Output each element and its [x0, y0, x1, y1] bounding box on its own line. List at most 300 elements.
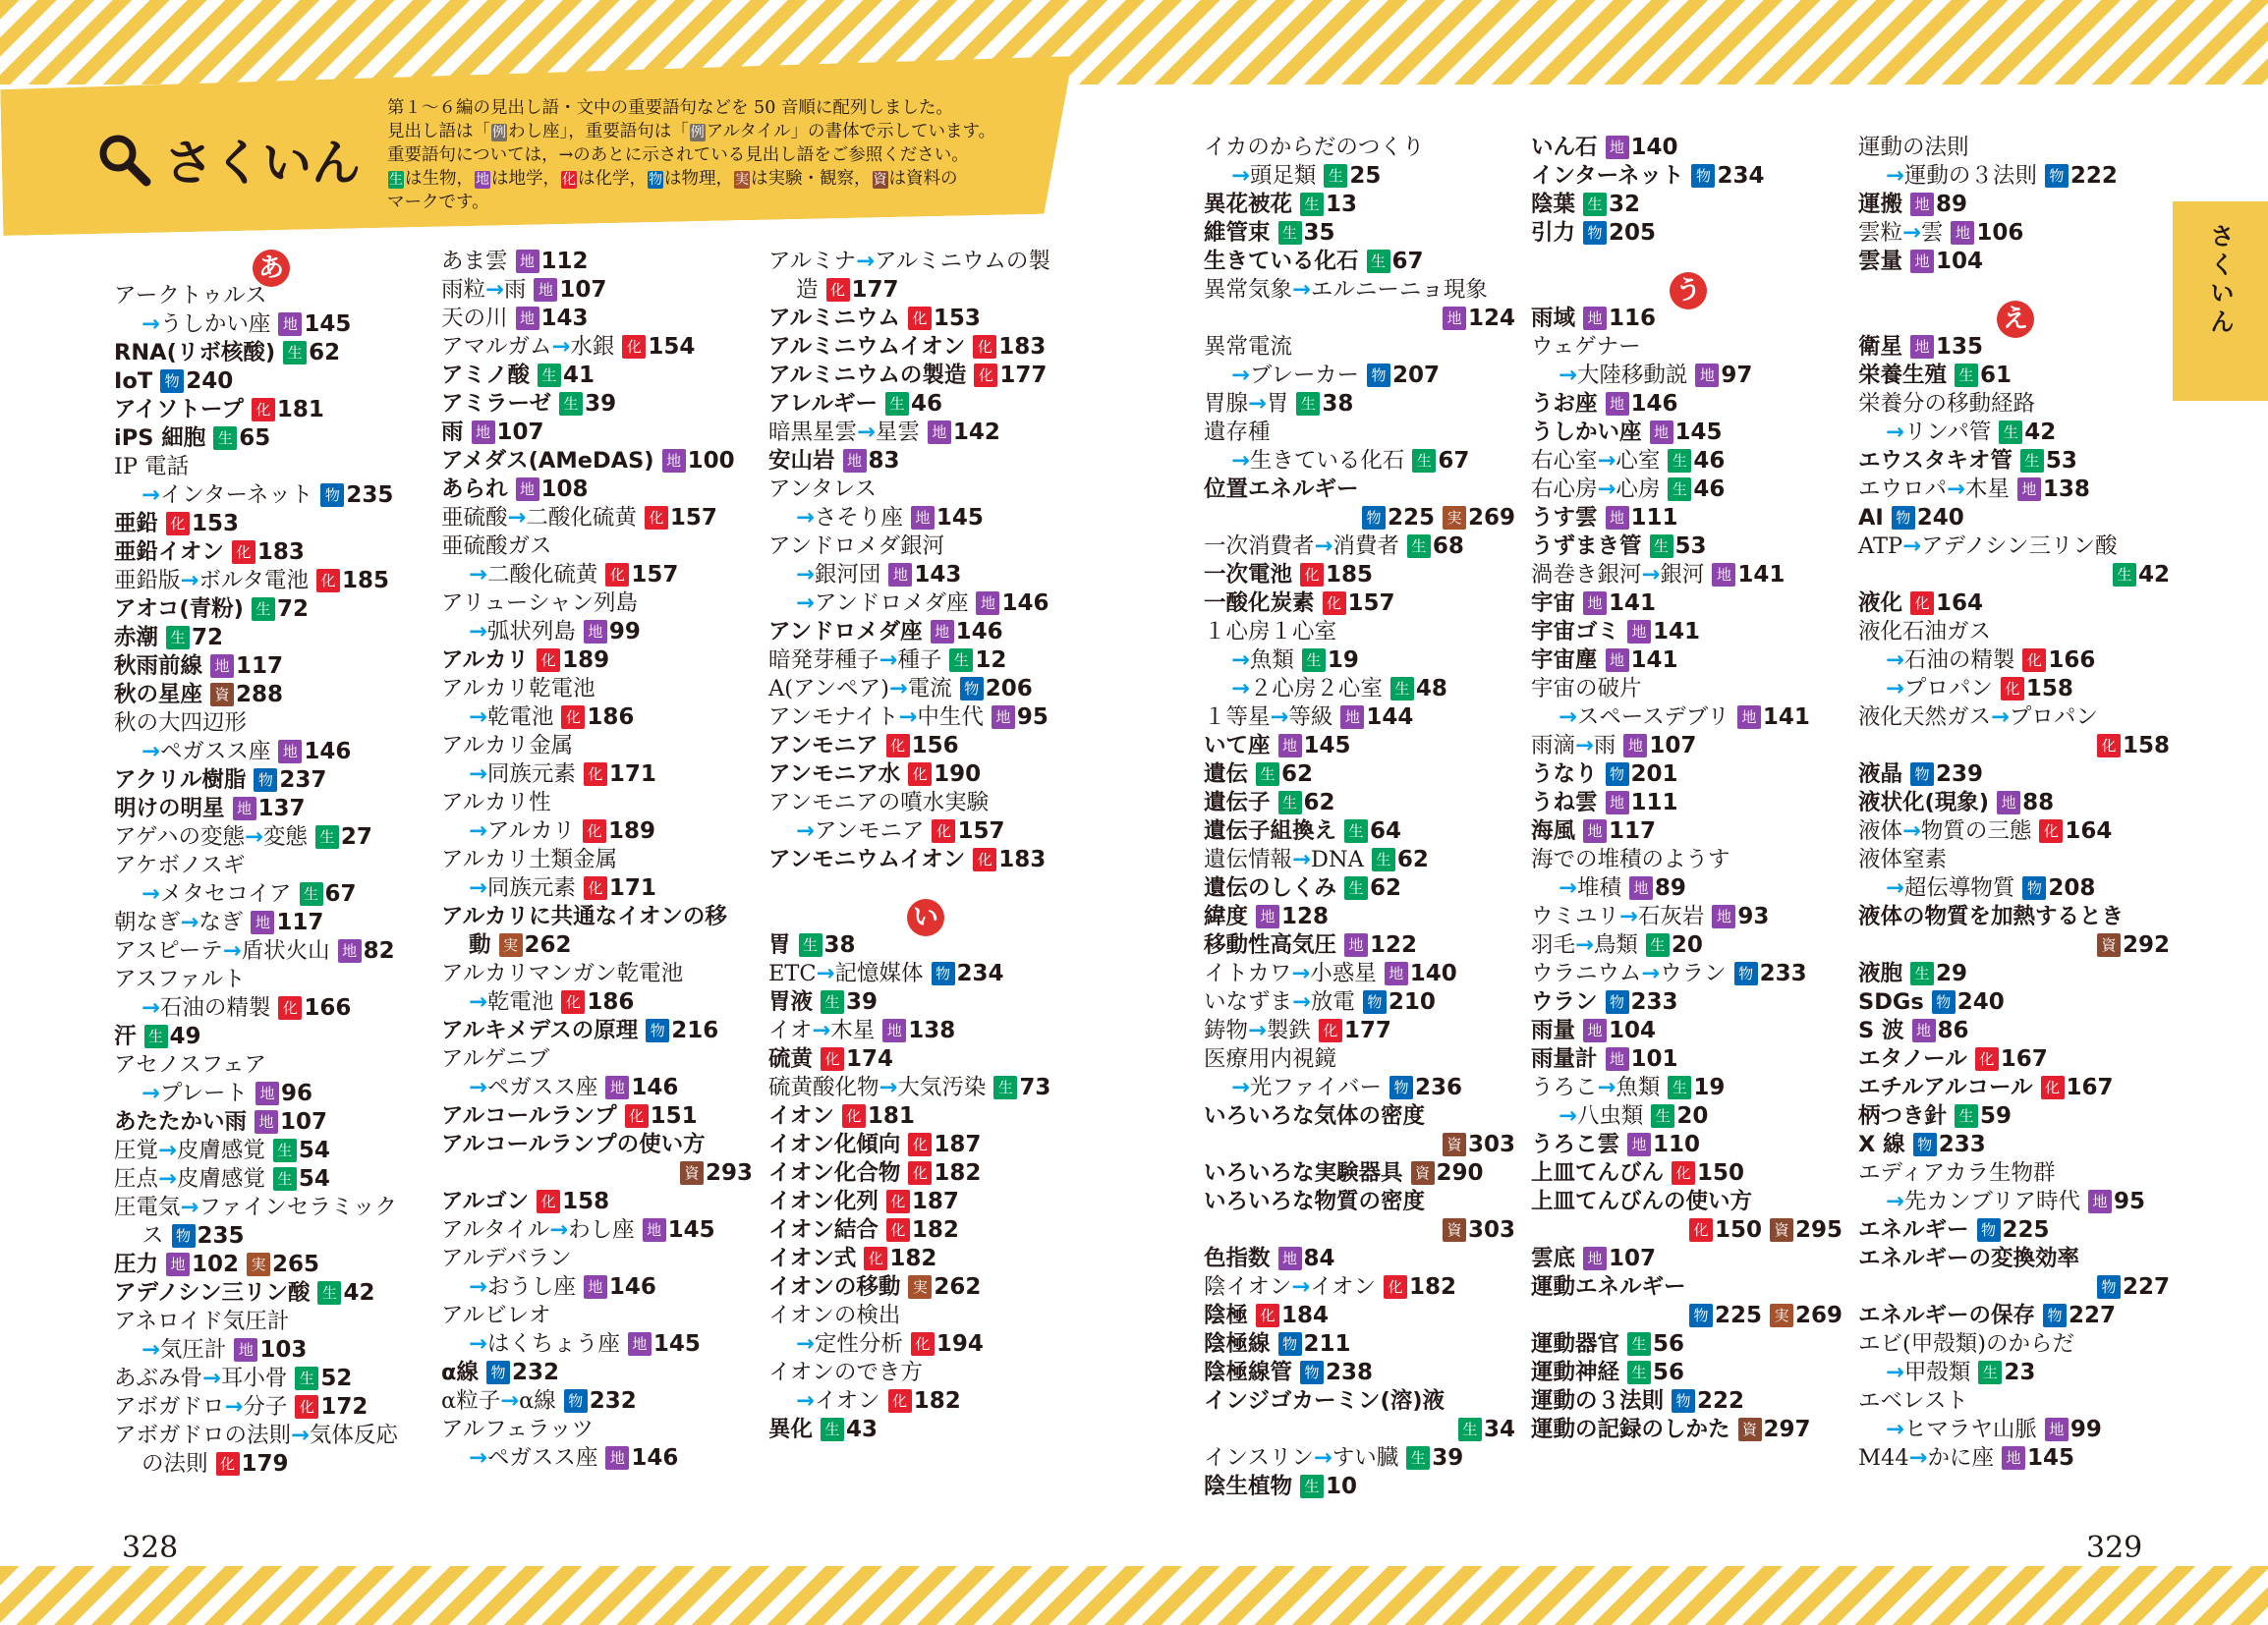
page-reference[interactable]	[605, 561, 678, 589]
page-reference[interactable]	[1627, 618, 1700, 646]
page-reference[interactable]	[908, 305, 981, 333]
page-reference[interactable]	[320, 481, 393, 510]
page-number: 20	[1671, 932, 1703, 958]
index-entry	[1204, 960, 1518, 988]
page-reference[interactable]	[232, 538, 305, 567]
page-reference[interactable]	[283, 339, 340, 367]
page-number: 42	[2137, 562, 2170, 588]
page-reference[interactable]	[1300, 191, 1357, 219]
bottom-stripe-border	[0, 1566, 2268, 1625]
page-reference[interactable]	[1583, 1245, 1656, 1273]
page-reference[interactable]	[1344, 931, 1417, 960]
page-reference[interactable]	[1650, 419, 1723, 447]
page-reference[interactable]	[1910, 589, 1983, 618]
page-reference[interactable]	[1910, 760, 1983, 789]
page-reference[interactable]	[928, 419, 1000, 447]
page-reference[interactable]	[252, 595, 309, 624]
page-reference[interactable]	[799, 931, 856, 960]
page-reference[interactable]	[1300, 1359, 1373, 1387]
subject-badge: 地	[534, 278, 557, 302]
entry-text: インスリン	[1204, 1445, 1314, 1471]
page-reference[interactable]	[1737, 703, 1810, 732]
index-subentry	[1531, 703, 1845, 732]
page-reference[interactable]	[251, 909, 323, 937]
page-reference[interactable]	[1411, 1159, 1484, 1188]
cross-ref-arrow-icon: →	[142, 1081, 160, 1106]
page-number: 182	[911, 1217, 959, 1243]
page-number: 141	[1653, 619, 1701, 644]
page-number: 111	[1630, 790, 1678, 815]
index-subentry	[441, 703, 756, 732]
index-subentry	[768, 1387, 1083, 1416]
entry-text: アルミニウム	[768, 306, 900, 331]
page-reference[interactable]	[144, 1023, 201, 1051]
page-number: 111	[1630, 505, 1678, 531]
entry-text: いろいろな実験器具	[1204, 1160, 1403, 1186]
subject-badge: 地	[628, 1332, 652, 1356]
page-reference[interactable]	[537, 646, 609, 675]
page-reference[interactable]	[2017, 476, 2090, 504]
page-reference[interactable]	[1975, 1045, 2048, 1074]
page-reference[interactable]	[1650, 532, 1707, 561]
page-reference[interactable]	[821, 1416, 878, 1444]
entry-text: α粒子	[441, 1388, 501, 1414]
page-reference[interactable]	[166, 510, 239, 538]
page-reference[interactable]	[1770, 1216, 1843, 1245]
page-reference[interactable]	[1340, 703, 1413, 732]
index-column-5	[1531, 134, 1845, 1444]
page-reference[interactable]	[2045, 1416, 2102, 1444]
page-reference[interactable]	[1302, 646, 1359, 675]
subentry-text: リンパ管	[1903, 420, 1992, 445]
page-reference[interactable]	[680, 1159, 753, 1188]
page-reference[interactable]	[1443, 504, 1515, 532]
page-reference[interactable]	[1390, 675, 1447, 703]
page-reference[interactable]	[210, 681, 283, 709]
subentry-text: 二酸化硫黄	[486, 562, 598, 588]
page-reference[interactable]	[1606, 760, 1678, 789]
entry-text: 宇宙の破片	[1531, 676, 1642, 701]
page-number: 107	[1609, 1246, 1657, 1271]
page-reference[interactable]	[1606, 504, 1678, 532]
page-reference[interactable]	[534, 276, 606, 305]
page-reference[interactable]	[646, 1017, 718, 1045]
page-reference[interactable]	[233, 795, 306, 823]
subject-badge: 化	[973, 848, 996, 871]
page-number: 146	[955, 619, 1003, 644]
page-reference[interactable]	[1623, 732, 1696, 760]
page-reference[interactable]	[2039, 817, 2112, 846]
page-reference[interactable]	[993, 1074, 1050, 1102]
page-reference[interactable]	[1406, 1444, 1463, 1473]
index-subentry	[1204, 646, 1518, 675]
page-reference[interactable]	[584, 618, 641, 646]
page-reference[interactable]	[2043, 1302, 2116, 1330]
page-reference[interactable]	[1910, 960, 1967, 988]
page-reference[interactable]	[628, 1330, 701, 1359]
index-subentry	[1858, 419, 2173, 447]
page-reference[interactable]	[1770, 1302, 1843, 1330]
page-reference[interactable]	[1651, 1102, 1708, 1131]
page-reference[interactable]	[559, 390, 616, 419]
page-reference[interactable]	[234, 1336, 307, 1365]
page-reference[interactable]	[247, 1251, 319, 1279]
entry-text: 等級	[1288, 704, 1333, 730]
page-reference[interactable]	[1583, 817, 1656, 846]
page-reference[interactable]	[1627, 1131, 1700, 1159]
page-reference[interactable]	[1912, 1017, 1969, 1045]
page-reference[interactable]	[2041, 1074, 2114, 1102]
page-reference[interactable]	[864, 1245, 936, 1273]
page-reference[interactable]	[886, 1188, 959, 1216]
page-reference[interactable]	[2097, 732, 2170, 760]
page-reference[interactable]	[254, 766, 326, 795]
page-reference[interactable]	[911, 504, 984, 532]
page-reference[interactable]	[315, 823, 372, 852]
page-reference[interactable]	[278, 310, 351, 339]
subject-badge: 地	[1278, 1247, 1302, 1270]
page-reference[interactable]	[300, 880, 357, 909]
page-reference[interactable]	[2045, 162, 2118, 191]
page-reference[interactable]	[1691, 162, 1764, 191]
page-reference[interactable]	[1323, 589, 1395, 618]
page-reference[interactable]	[1278, 1245, 1335, 1273]
page-reference[interactable]	[1606, 646, 1678, 675]
page-reference[interactable]	[338, 937, 395, 966]
page-reference[interactable]	[1910, 333, 1983, 362]
page-reference[interactable]	[821, 1045, 893, 1074]
entry-text: プロパン	[2009, 704, 2098, 730]
page-reference[interactable]	[472, 419, 544, 447]
cross-ref-arrow-icon: →	[879, 1075, 898, 1100]
page-reference[interactable]	[1646, 931, 1703, 960]
page-reference[interactable]	[561, 988, 634, 1017]
page-reference[interactable]	[1910, 191, 1967, 219]
page-reference[interactable]	[1256, 1302, 1329, 1330]
page-reference[interactable]	[1443, 1131, 1515, 1159]
page-reference[interactable]	[295, 1365, 352, 1393]
entry-text: イオン化列	[768, 1189, 879, 1214]
subentry-text: インターネット	[159, 482, 313, 508]
page-reference[interactable]	[561, 703, 634, 732]
page-reference[interactable]	[1738, 1416, 1811, 1444]
index-entry	[441, 390, 756, 419]
page-reference[interactable]	[584, 1273, 656, 1302]
page-reference[interactable]	[932, 960, 1004, 988]
page-reference[interactable]	[1300, 561, 1373, 589]
page-reference[interactable]	[1997, 789, 2054, 817]
page-reference[interactable]	[1389, 1074, 1462, 1102]
page-reference[interactable]	[584, 760, 656, 789]
entry-text: アルカリ乾電池	[441, 676, 595, 701]
entry-text: イオン化傾向	[768, 1132, 901, 1157]
page-reference[interactable]	[1583, 219, 1656, 248]
page-reference[interactable]	[843, 447, 900, 476]
page-reference[interactable]	[1712, 903, 1769, 931]
page-reference[interactable]	[1367, 362, 1440, 390]
page-number: 13	[1326, 192, 1358, 217]
page-number: 117	[276, 910, 324, 935]
page-reference[interactable]	[2002, 1444, 2074, 1473]
entry-text: アクリル樹脂	[114, 767, 247, 793]
subentry-text: 弧状列島	[486, 619, 576, 644]
page-reference[interactable]	[1324, 162, 1381, 191]
page-reference[interactable]	[932, 817, 1004, 846]
page-number: 293	[705, 1160, 753, 1186]
entry-text: エネルギーの変換効率	[1858, 1246, 2080, 1271]
entry-text: イカのからだのつくり	[1204, 135, 1425, 160]
entry-text: IoT	[114, 368, 153, 394]
page-reference[interactable]	[166, 1251, 239, 1279]
cross-ref-arrow-icon: →	[142, 1337, 160, 1363]
page-reference[interactable]	[888, 1387, 961, 1416]
page-reference[interactable]	[516, 248, 589, 276]
index-entry	[441, 305, 756, 333]
page-reference[interactable]	[1583, 191, 1640, 219]
entry-text: アマルガム	[441, 334, 552, 360]
page-reference[interactable]	[1689, 1302, 1762, 1330]
page-reference[interactable]	[1384, 1273, 1456, 1302]
subject-badge: 地	[1951, 221, 1974, 245]
page-reference[interactable]	[2022, 646, 2095, 675]
page-reference[interactable]	[1932, 988, 2005, 1017]
page-reference[interactable]	[1672, 1387, 1744, 1416]
page-reference[interactable]	[252, 396, 324, 424]
page-reference[interactable]	[973, 333, 1046, 362]
page-reference[interactable]	[1955, 362, 2012, 390]
entry-text: X 線	[1858, 1132, 1905, 1157]
page-reference[interactable]	[1278, 732, 1351, 760]
page-number: 29	[1936, 961, 1968, 986]
cross-ref-arrow-icon: →	[158, 1138, 177, 1163]
page-reference[interactable]	[255, 1080, 312, 1108]
page-reference[interactable]	[931, 618, 1003, 646]
page-reference[interactable]	[625, 1102, 698, 1131]
page-reference[interactable]	[882, 1017, 955, 1045]
page-reference[interactable]	[662, 447, 735, 476]
intro-text: は地学，	[491, 169, 560, 189]
index-entry	[1531, 846, 1845, 874]
page-reference[interactable]	[1319, 1017, 1391, 1045]
page-reference[interactable]	[974, 362, 1047, 390]
page-reference[interactable]	[1362, 504, 1435, 532]
page-reference[interactable]	[1627, 1359, 1684, 1387]
page-reference[interactable]	[1583, 1017, 1656, 1045]
cross-ref-arrow-icon: →	[158, 1166, 177, 1192]
entry-text: 雨	[1593, 733, 1616, 758]
index-entry	[1858, 504, 2173, 532]
page-reference[interactable]	[1278, 219, 1335, 248]
page-reference[interactable]	[885, 390, 942, 419]
page-number: 140	[1630, 135, 1678, 160]
page-reference[interactable]	[1583, 305, 1656, 333]
page-reference[interactable]	[1407, 532, 1464, 561]
page-number: 262	[934, 1274, 982, 1300]
page-reference[interactable]	[2020, 447, 2077, 476]
page-reference[interactable]	[1606, 134, 1678, 162]
page-reference[interactable]	[1443, 305, 1515, 333]
page-reference[interactable]	[1256, 760, 1313, 789]
page-reference[interactable]	[564, 1387, 637, 1416]
page-number: 227	[2069, 1303, 2117, 1328]
page-reference[interactable]	[886, 732, 959, 760]
page-reference[interactable]	[1458, 1416, 1515, 1444]
page-reference[interactable]	[255, 1108, 327, 1137]
page-reference[interactable]	[1363, 988, 1436, 1017]
page-reference[interactable]	[538, 362, 595, 390]
subject-badge: 生	[1646, 933, 1670, 957]
cross-ref-arrow-icon: →	[180, 568, 199, 593]
page-number: 83	[868, 448, 900, 474]
page-reference[interactable]	[908, 1159, 981, 1188]
page-reference[interactable]	[1278, 1330, 1351, 1359]
page-reference[interactable]	[1344, 817, 1401, 846]
page-reference[interactable]	[1689, 1216, 1762, 1245]
page-reference[interactable]	[160, 367, 233, 396]
page-reference[interactable]	[1668, 447, 1725, 476]
page-reference[interactable]	[1606, 1045, 1678, 1074]
page-reference[interactable]	[2088, 1188, 2145, 1216]
page-reference[interactable]	[1606, 789, 1678, 817]
page-reference[interactable]	[1955, 1102, 2012, 1131]
page-reference[interactable]	[1977, 1216, 2050, 1245]
page-reference[interactable]	[1695, 362, 1752, 390]
page-reference[interactable]	[960, 675, 1033, 703]
index-entry	[1204, 846, 1518, 874]
page-reference[interactable]	[2022, 874, 2095, 903]
subject-badge: 物	[2043, 1304, 2067, 1327]
page-reference[interactable]	[1443, 1216, 1515, 1245]
page-reference[interactable]	[949, 646, 1006, 675]
page-reference[interactable]	[278, 994, 351, 1023]
page-number: 95	[1016, 704, 1049, 730]
page-reference[interactable]	[1913, 1131, 1986, 1159]
page-reference[interactable]	[1734, 960, 1807, 988]
index-subentry	[1531, 362, 1845, 390]
page-reference[interactable]	[1385, 960, 1457, 988]
page-reference[interactable]	[273, 1137, 330, 1165]
page-reference[interactable]	[1672, 1159, 1744, 1188]
page-reference[interactable]	[1367, 248, 1424, 276]
page-reference[interactable]	[295, 1393, 368, 1422]
page-reference[interactable]	[622, 333, 695, 362]
page-reference[interactable]	[1606, 390, 1678, 419]
page-reference[interactable]	[213, 424, 270, 453]
page-reference[interactable]	[210, 652, 283, 681]
page-reference[interactable]	[605, 1444, 678, 1473]
kana-header	[768, 903, 1083, 931]
entry-text: 一酸化炭素	[1204, 590, 1315, 616]
page-reference[interactable]	[992, 703, 1049, 732]
index-entry	[114, 1422, 428, 1450]
page-reference[interactable]	[2097, 1273, 2170, 1302]
page-reference[interactable]	[166, 624, 223, 652]
page-number-left: 328	[122, 1531, 179, 1565]
page-reference[interactable]	[908, 1273, 981, 1302]
page-reference[interactable]	[317, 1279, 374, 1308]
page-reference[interactable]	[1627, 1330, 1684, 1359]
page-reference[interactable]	[1606, 988, 1678, 1017]
subject-badge: 生	[295, 1367, 318, 1390]
page-reference[interactable]	[1668, 1074, 1725, 1102]
page-reference[interactable]	[216, 1450, 289, 1479]
page-reference[interactable]	[516, 476, 589, 504]
page-reference[interactable]	[1300, 1473, 1357, 1501]
page-reference[interactable]	[1978, 1359, 2035, 1387]
page-reference[interactable]	[2097, 931, 2170, 960]
page-reference[interactable]	[583, 817, 655, 846]
page-number: 106	[1976, 220, 2024, 246]
page-reference[interactable]	[1892, 504, 1964, 532]
page-reference[interactable]	[1951, 219, 2023, 248]
cross-ref-arrow-icon: →	[816, 961, 835, 986]
subject-badge: 生	[1344, 876, 1368, 900]
page-reference[interactable]	[888, 561, 961, 589]
page-reference[interactable]	[499, 931, 572, 960]
cross-ref-arrow-icon: →	[1291, 961, 1311, 986]
page-reference[interactable]	[1910, 248, 1983, 276]
index-entry	[441, 646, 756, 675]
entry-text: アルゲニブ	[441, 1046, 550, 1072]
page-reference[interactable]	[2001, 675, 2073, 703]
page-reference[interactable]	[821, 988, 878, 1017]
entry-text: SDGs	[1858, 989, 1924, 1015]
page-reference[interactable]	[973, 846, 1046, 874]
page-reference[interactable]	[1372, 846, 1429, 874]
page-reference[interactable]	[316, 567, 389, 595]
page-reference[interactable]	[908, 1131, 981, 1159]
page-reference[interactable]	[826, 276, 899, 305]
page-reference[interactable]	[1412, 447, 1469, 476]
page-reference[interactable]	[584, 874, 656, 903]
page-reference[interactable]	[1344, 874, 1401, 903]
page-reference[interactable]	[976, 589, 1049, 618]
page-reference[interactable]	[1712, 561, 1785, 589]
page-reference[interactable]	[1629, 874, 1686, 903]
page-reference[interactable]	[1668, 476, 1725, 504]
page-reference[interactable]	[486, 1359, 559, 1387]
page-reference[interactable]	[605, 1074, 678, 1102]
page-number: 124	[1467, 306, 1515, 331]
page-reference[interactable]	[886, 1216, 959, 1245]
page-reference[interactable]	[1999, 419, 2056, 447]
index-entry	[1858, 476, 2173, 504]
page-reference[interactable]	[908, 760, 981, 789]
page-reference[interactable]	[645, 504, 717, 532]
index-entry	[441, 960, 756, 988]
page-reference[interactable]	[537, 1188, 609, 1216]
page-reference[interactable]	[643, 1216, 715, 1245]
page-reference[interactable]	[1256, 903, 1329, 931]
index-entry	[441, 789, 756, 817]
page-reference[interactable]	[911, 1330, 984, 1359]
cross-ref-arrow-icon: →	[1886, 647, 1904, 673]
page-reference[interactable]	[842, 1102, 915, 1131]
page-reference[interactable]	[2113, 561, 2170, 589]
page-number: 48	[1415, 676, 1447, 701]
index-entry	[1531, 390, 1845, 419]
page-reference[interactable]	[1296, 390, 1353, 419]
page-reference[interactable]	[1583, 589, 1656, 618]
subject-badge: 化	[561, 705, 585, 729]
page-reference[interactable]	[273, 1165, 330, 1194]
page-reference[interactable]	[516, 305, 589, 333]
page-reference[interactable]	[1278, 789, 1335, 817]
page-reference[interactable]	[278, 738, 351, 766]
entry-text: アルミニウムの製造	[768, 363, 967, 388]
page-reference[interactable]	[172, 1222, 245, 1251]
entry-text: いろいろな物質の密度	[1204, 1189, 1426, 1214]
